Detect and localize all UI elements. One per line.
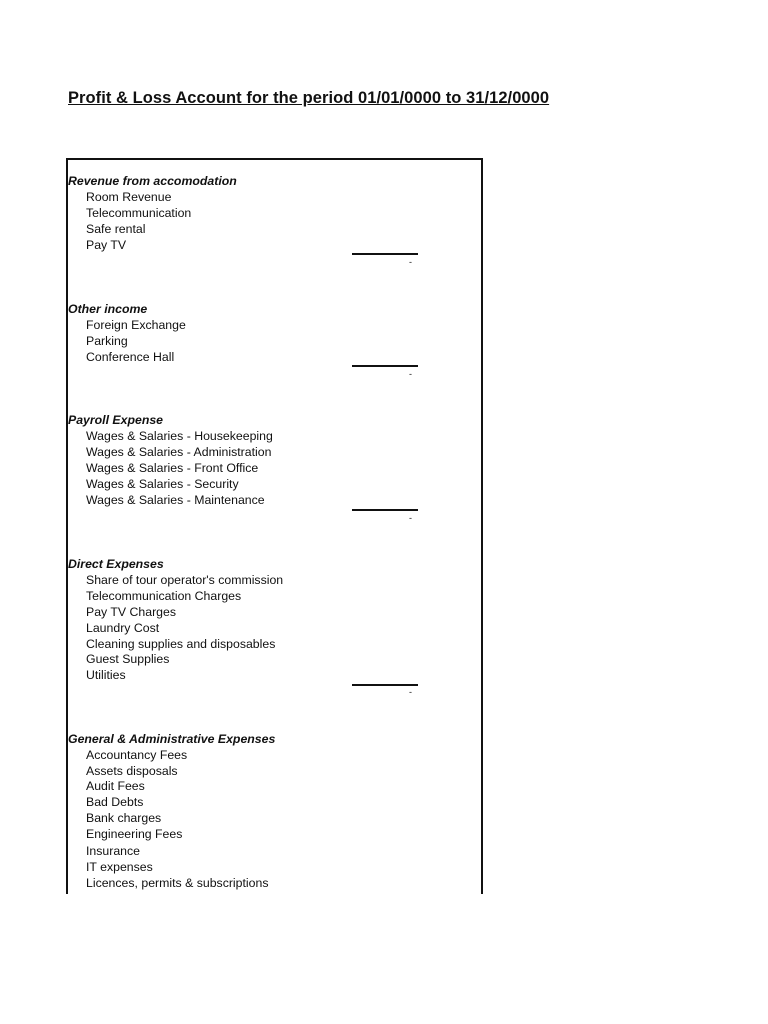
- section-heading-payroll: Payroll Expense: [68, 413, 164, 427]
- subtotal-rule-direct-expenses: [352, 684, 418, 686]
- subtotal-rule-payroll: [352, 509, 418, 511]
- subtotal-rule-other-income: [352, 365, 418, 367]
- section-heading-general-admin: General & Administrative Expenses: [68, 732, 276, 746]
- section-heading-other-income: Other income: [68, 302, 148, 316]
- line-item-telecommunication-charges: Telecommunication Charges: [86, 589, 242, 603]
- subtotal-rule-revenue: [352, 253, 418, 255]
- line-item-insurance: Insurance: [86, 844, 141, 858]
- line-item-cleaning-supplies: Cleaning supplies and disposables: [86, 637, 276, 651]
- line-item-wages-security: Wages & Salaries - Security: [86, 477, 239, 491]
- subtotal-value-revenue: -: [409, 257, 412, 267]
- line-item-utilities: Utilities: [86, 668, 126, 682]
- line-item-room-revenue: Room Revenue: [86, 190, 172, 204]
- line-item-bank-charges: Bank charges: [86, 811, 162, 825]
- line-item-safe-rental: Safe rental: [86, 222, 146, 236]
- line-item-engineering-fees: Engineering Fees: [86, 827, 183, 841]
- subtotal-value-payroll: -: [409, 513, 412, 523]
- section-heading-revenue: Revenue from accomodation: [68, 174, 237, 188]
- page-title: Profit & Loss Account for the period 01/01/0000 to 31/12/0000: [68, 89, 550, 107]
- line-item-parking: Parking: [86, 334, 128, 348]
- line-item-it-expenses: IT expenses: [86, 860, 153, 874]
- line-item-telecommunication: Telecommunication: [86, 206, 192, 220]
- subtotal-value-direct-expenses: -: [409, 687, 412, 697]
- line-item-tour-operator-commission: Share of tour operator's commission: [86, 573, 284, 587]
- line-item-assets-disposals: Assets disposals: [86, 764, 178, 778]
- line-item-foreign-exchange: Foreign Exchange: [86, 318, 186, 332]
- line-item-licences-permits: Licences, permits & subscriptions: [86, 876, 269, 890]
- line-item-audit-fees: Audit Fees: [86, 779, 145, 793]
- line-item-wages-front-office: Wages & Salaries - Front Office: [86, 461, 259, 475]
- line-item-guest-supplies: Guest Supplies: [86, 652, 170, 666]
- line-item-pay-tv-charges: Pay TV Charges: [86, 605, 176, 619]
- line-item-wages-maintenance: Wages & Salaries - Maintenance: [86, 493, 265, 507]
- line-item-laundry-cost: Laundry Cost: [86, 621, 160, 635]
- line-item-pay-tv: Pay TV: [86, 238, 127, 252]
- line-item-bad-debts: Bad Debts: [86, 795, 144, 809]
- line-item-wages-administration: Wages & Salaries - Administration: [86, 445, 272, 459]
- line-item-conference-hall: Conference Hall: [86, 350, 175, 364]
- line-item-accountancy-fees: Accountancy Fees: [86, 748, 188, 762]
- line-item-wages-housekeeping: Wages & Salaries - Housekeeping: [86, 429, 273, 443]
- section-heading-direct-expenses: Direct Expenses: [68, 557, 164, 571]
- subtotal-value-other-income: -: [409, 369, 412, 379]
